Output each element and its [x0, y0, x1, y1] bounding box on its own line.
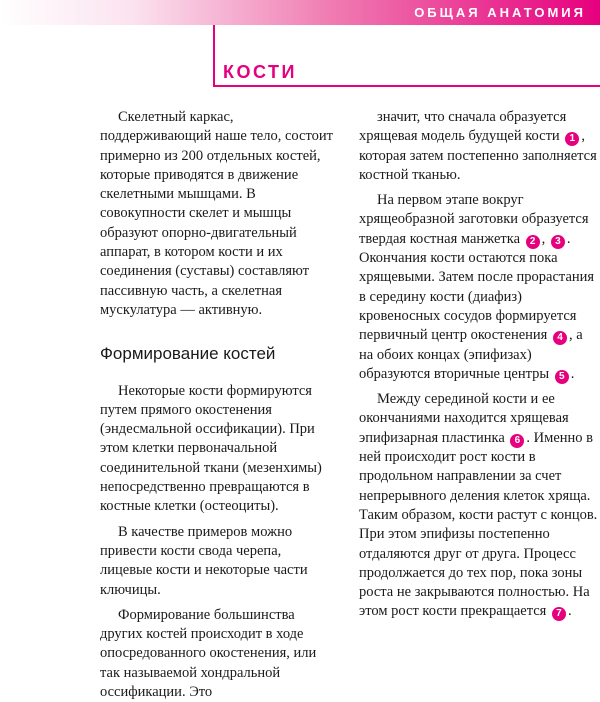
- first-stage-paragraph: [359, 191, 599, 384]
- figure-marker-3: 3: [551, 235, 565, 249]
- text-run: Между серединой кости и ее окончаниями находится хрящевая эпифизарная пластинка: [359, 391, 569, 446]
- title-vertical-rule: [213, 25, 215, 87]
- section-banner: [0, 0, 600, 25]
- text-run: На первом этапе вокруг хрящеобразной заготовки образуется твердая костная манжетка: [359, 192, 589, 247]
- continuation-paragraph: [359, 108, 599, 185]
- formation-paragraph-3: Формирование большинства других костей происходит в ходе опосредованного окостенения, или так называемой хондральной оссификации. Это: [100, 606, 317, 701]
- page-title: КОСТИ: [223, 62, 297, 82]
- left-column: [100, 108, 336, 702]
- formation-paragraph-1: Некоторые кости формируются путем прямого окостенения (эндесмальной оссификации). При этом клетки первоначальной соединительной ткани (мезенхимы) непосредственно превращаются в костные клетки (остеоциты).: [100, 382, 322, 515]
- section-banner-label: ОБЩАЯ АНАТОМИЯ: [414, 5, 586, 20]
- text-run: ,: [541, 230, 546, 247]
- text-run: .: [570, 365, 575, 382]
- figure-marker-2: 2: [526, 235, 540, 249]
- text-run: .: [567, 603, 572, 620]
- title-underline: [213, 85, 600, 87]
- formation-paragraph-2: В качестве примеров можно привести кости свода черепа, лицевые кости и некоторые части ключицы.: [100, 523, 308, 598]
- figure-marker-6: 6: [510, 434, 524, 448]
- text-run: . Окончания кости остаются пока хрящевыми. Затем после прорастания в середину кости (диафиз) кровеносных сосудов формируется первичный центр окостенения: [359, 230, 595, 344]
- growth-plate-paragraph: [359, 390, 599, 622]
- figure-marker-7: 7: [552, 607, 566, 621]
- figure-marker-4: 4: [553, 331, 567, 345]
- text-run: , которая затем постепенно заполняется костной тканью.: [359, 128, 597, 183]
- figure-marker-5: 5: [555, 370, 569, 384]
- intro-paragraph: Скелетный каркас, поддерживающий наше тело, состоит примерно из 200 отдельных костей, которые приводятся в движение скелетными мышцами. В совокупности скелет и мышцы образуют опорно-двигательный аппарат, в котором кости и их соединения (суставы) составляют пассивную часть, а скелетная мускулатура — активную.: [100, 109, 333, 318]
- text-run: значит, что сначала образуется хрящевая модель будущей кости: [359, 109, 567, 145]
- text-run: , а на обоих концах (эпифизах) образуются вторичные центры: [359, 327, 583, 382]
- text-run: . Именно в ней происходит рост кости в продольном направлении за счет непрерывного деления клеток хряща. Таким образом, кости растут с концов. При этом эпифизы постепенно отдаляются друг от друга. Процесс продолжается до тех пор, пока зоны роста не закрываются полностью. На этом рост кости прекращается: [359, 429, 598, 620]
- right-column: [359, 108, 599, 622]
- section-heading: Формирование костей: [100, 344, 276, 364]
- figure-marker-1: 1: [565, 132, 579, 146]
